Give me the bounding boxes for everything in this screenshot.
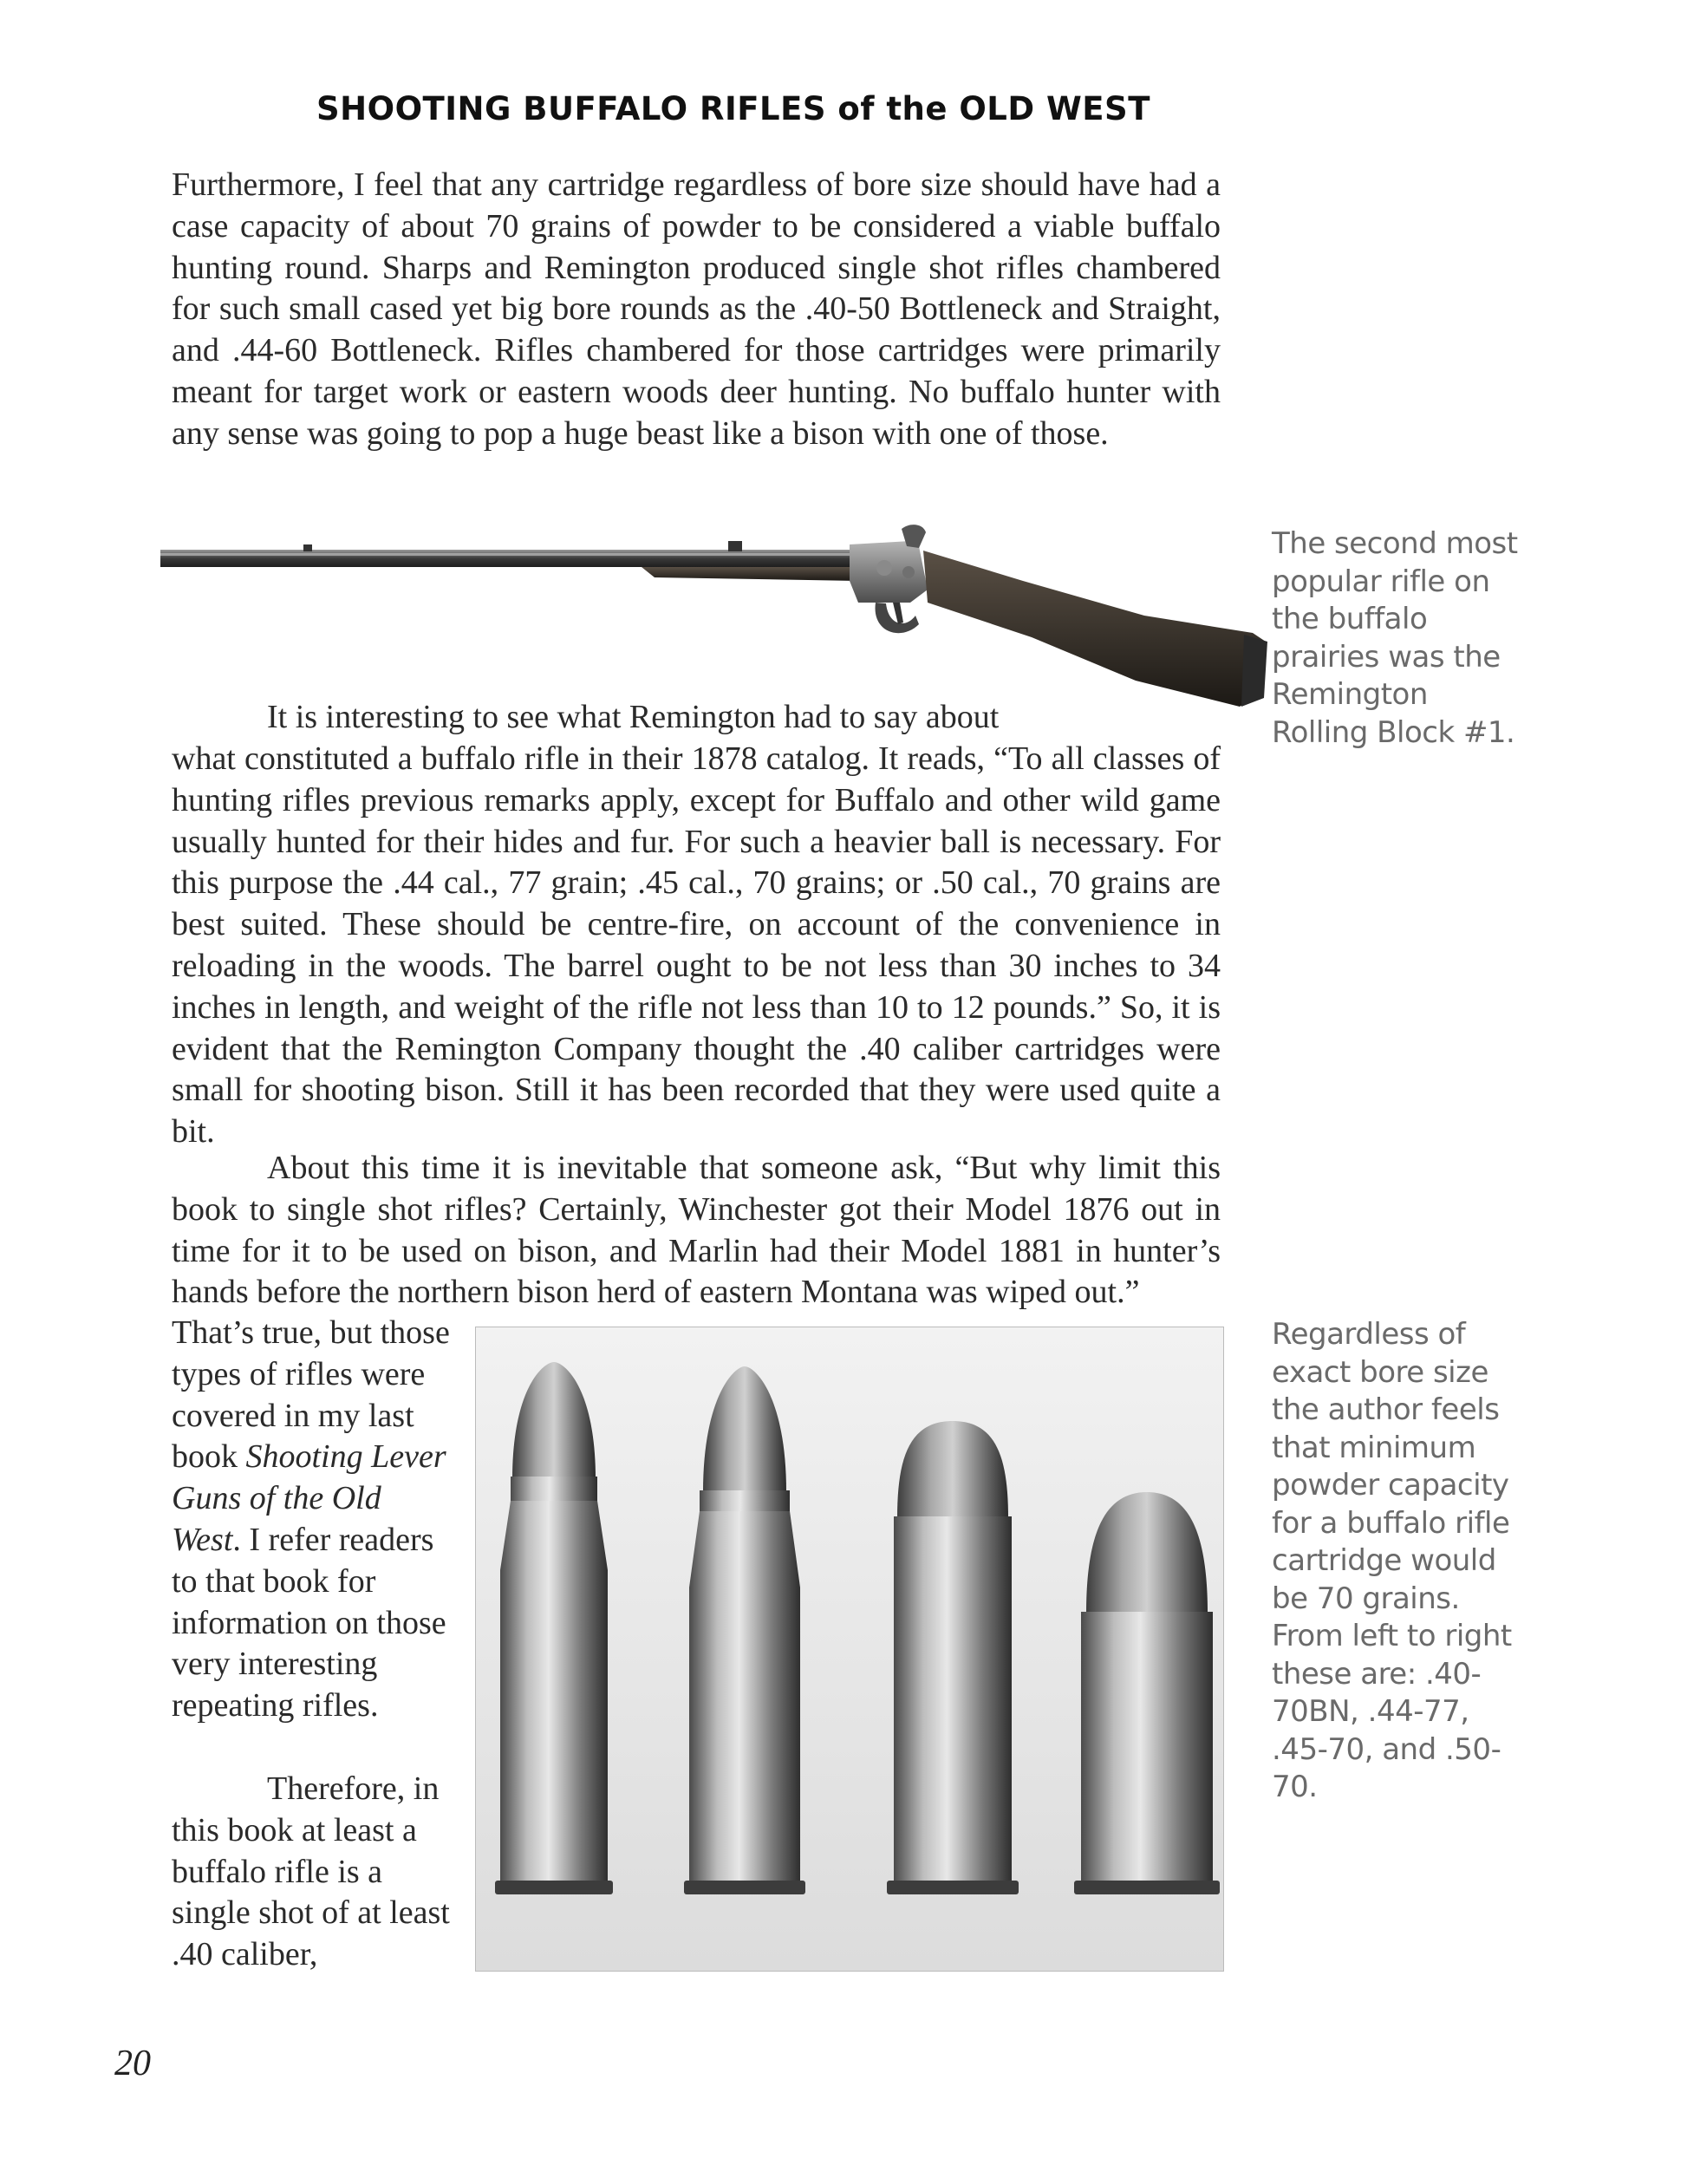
rifle-photo-caption: The second most popular rifle on the buffalo prairies was the Remington Rolling Block #1. xyxy=(1272,526,1518,750)
narrow-paragraph-1 xyxy=(172,1313,458,1727)
narrow-paragraph-1-text-b: . I refer readers to that book for information on those very interesting repeating rifles. xyxy=(172,1521,446,1724)
cartridge-45-70 xyxy=(887,1421,1019,1894)
paragraph-1: Furthermore, I feel that any cartridge regardless of bore size should have had a case capacity of about 70 grains of powder to be considered a viable buffalo hunting round. Sharps and Remington produced single shot rifles chambered for such small cased yet big bore rounds as the .40-50 Bottleneck and Straight, and .44-60 Bottleneck. Rifles chambered for those cartridges were primarily meant for target work or eastern woods deer hunting. No buffalo hunter with any sense was going to pop a huge beast like a bison with one of those. xyxy=(172,166,1221,452)
cartridges-photo-caption: Regardless of exact bore size the author feels that minimum powder capacity for a buffalo rifle cartridge would be 70 grains. From left to right these are: .40-70BN, .44-77, .45-70, and .50-70. xyxy=(1272,1317,1512,1804)
page-number: 20 xyxy=(114,2044,151,2083)
paragraph-2-first-line: It is interesting to see what Remington had to say about xyxy=(267,699,1000,735)
running-header: SHOOTING BUFFALO RIFLES of the OLD WEST xyxy=(316,90,1150,127)
paragraph-3: About this time it is inevitable that someone ask, “But why limit this book to single shot rifles? Certainly, Winchester got their Model 1876 out in time for it to be used on bison, and Marlin had their Model 1881 in hunter’s hands before the northern bison herd of eastern Montana was wiped out.” xyxy=(172,1150,1221,1311)
cartridges-photo xyxy=(475,1327,1224,1972)
paragraph-2: what constituted a buffalo rifle in their 1878 catalog. It reads, “To all classes of hunting rifles previous remarks apply, except for Buffalo and other wild game usually hunted for their hides and fur. For such a heavier ball is necessary. For this purpose the .44 cal., 77 grain; .45 cal., 70 grains; or .50 cal., 70 grains are best suited. These should be centre-fire, on account of the convenience in reloading in the woods. The barrel ought to be not less than 30 inches to 34 inches in length, and weight of the rifle not less than 10 to 12 pounds.” So, it is evident that the Remington Company thought the .40 caliber cartridges were small for shooting bison. Still it has been recorded that they were used quite a bit. xyxy=(172,740,1221,1151)
narrow-paragraph-1-text-a: That’s true, but those types of rifles were covered in my last book xyxy=(172,1314,450,1476)
cartridge-50-70 xyxy=(1074,1492,1220,1894)
narrow-paragraph-2: Therefore, in this book at least a buffalo rifle is a single shot of at least .40 caliber, xyxy=(172,1770,450,1973)
book-title-italic: Shooting Lever Guns of the Old West xyxy=(172,1438,446,1558)
